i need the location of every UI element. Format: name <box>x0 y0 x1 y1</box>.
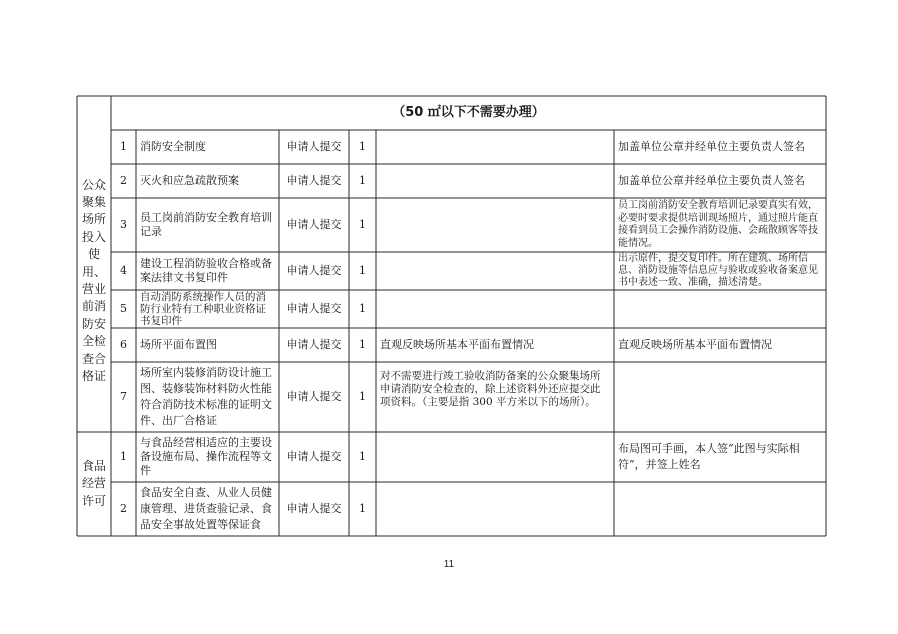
copy-count: 1 <box>359 449 366 463</box>
submission-method: 申请人提交 <box>286 301 342 315</box>
standard-text: 直观反映场所基本平面布置情况 <box>380 337 534 351</box>
row-number: 3 <box>120 217 127 231</box>
section-title: （50 ㎡以下不需要办理） <box>392 104 545 120</box>
standard-text: 对不需要进行竣工验收消防备案的公众聚集场所申请消防安全检查的，除上述资料外还应提交此项资料。（主要是指 300 平方米以下的场所）。 <box>380 370 601 409</box>
copy-count: 1 <box>359 173 366 187</box>
submission-method: 申请人提交 <box>286 217 342 231</box>
note-text: 布局图可手画，本人签“此图与实际相符”，并签上姓名 <box>618 442 800 471</box>
note-text: 员工岗前消防安全教育培训记录要真实有效，必要时要求提供培训现场照片，通过照片能直接看到员工会操作消防设施、会疏散顾客等技能情况。 <box>618 200 818 249</box>
group-label-food-license: 食品经营许可 <box>81 458 106 508</box>
material-name: 场所平面布置图 <box>140 337 217 351</box>
row-number: 2 <box>120 501 127 515</box>
note-text <box>614 362 826 432</box>
standard-text <box>376 432 614 482</box>
material-name: 与食品经营相适应的主要设备设施布局、操作流程等文件 <box>140 435 272 478</box>
row-number: 7 <box>120 389 127 403</box>
submission-method: 申请人提交 <box>286 337 342 351</box>
standard-text <box>376 290 614 328</box>
standard-text <box>376 482 614 536</box>
copy-count: 1 <box>359 217 366 231</box>
copy-count: 1 <box>359 389 366 403</box>
row-number: 1 <box>120 139 127 153</box>
page-number: 11 <box>443 559 455 570</box>
material-name: 自动消防系统操作人员的消防行业特有工种职业资格证书复印件 <box>140 290 266 328</box>
submission-method: 申请人提交 <box>286 501 342 515</box>
material-name: 员工岗前消防安全教育培训记录 <box>140 210 272 238</box>
note-text <box>614 482 826 536</box>
submission-method: 申请人提交 <box>286 139 342 153</box>
copy-count: 1 <box>359 301 366 315</box>
row-number: 2 <box>120 173 127 187</box>
material-name: 建设工程消防验收合格或备案法律文书复印件 <box>140 256 272 284</box>
row-number: 5 <box>120 301 127 315</box>
standard-text <box>376 130 614 164</box>
submission-method: 申请人提交 <box>286 263 342 277</box>
note-text: 出示原件，提交复印件。所在建筑、场所信息、消防设施等信息应与验收或验收备案意见书中表述一致、准确，描述清楚。 <box>618 253 818 288</box>
row-number: 6 <box>120 337 127 351</box>
submission-method: 申请人提交 <box>286 173 342 187</box>
copy-count: 1 <box>359 501 366 515</box>
row-number: 4 <box>120 263 127 277</box>
note-text: 直观反映场所基本平面布置情况 <box>618 337 772 351</box>
row-number: 1 <box>120 449 127 463</box>
standard-text <box>376 198 614 252</box>
copy-count: 1 <box>359 139 366 153</box>
submission-method: 申请人提交 <box>286 449 342 463</box>
standard-text <box>376 164 614 198</box>
material-name: 食品安全自查、从业人员健康管理、进货查验记录、食品安全事故处置等保证食 <box>140 486 272 531</box>
material-name: 场所室内装修消防设计施工图、装修装饰材料防火性能符合消防技术标准的证明文件、出厂合格证 <box>140 366 272 427</box>
copy-count: 1 <box>359 337 366 351</box>
note-text: 加盖单位公章并经单位主要负责人签名 <box>618 139 805 153</box>
submission-method: 申请人提交 <box>286 389 342 403</box>
note-text <box>614 290 826 328</box>
material-name: 灭火和应急疏散预案 <box>140 173 239 187</box>
note-text: 加盖单位公章并经单位主要负责人签名 <box>618 173 805 187</box>
copy-count: 1 <box>359 263 366 277</box>
standard-text <box>376 252 614 290</box>
group-label-fire-safety: 公众聚集场所投入使用、营业前消防安全检查合格证 <box>81 177 106 383</box>
material-name: 消防安全制度 <box>140 139 206 153</box>
